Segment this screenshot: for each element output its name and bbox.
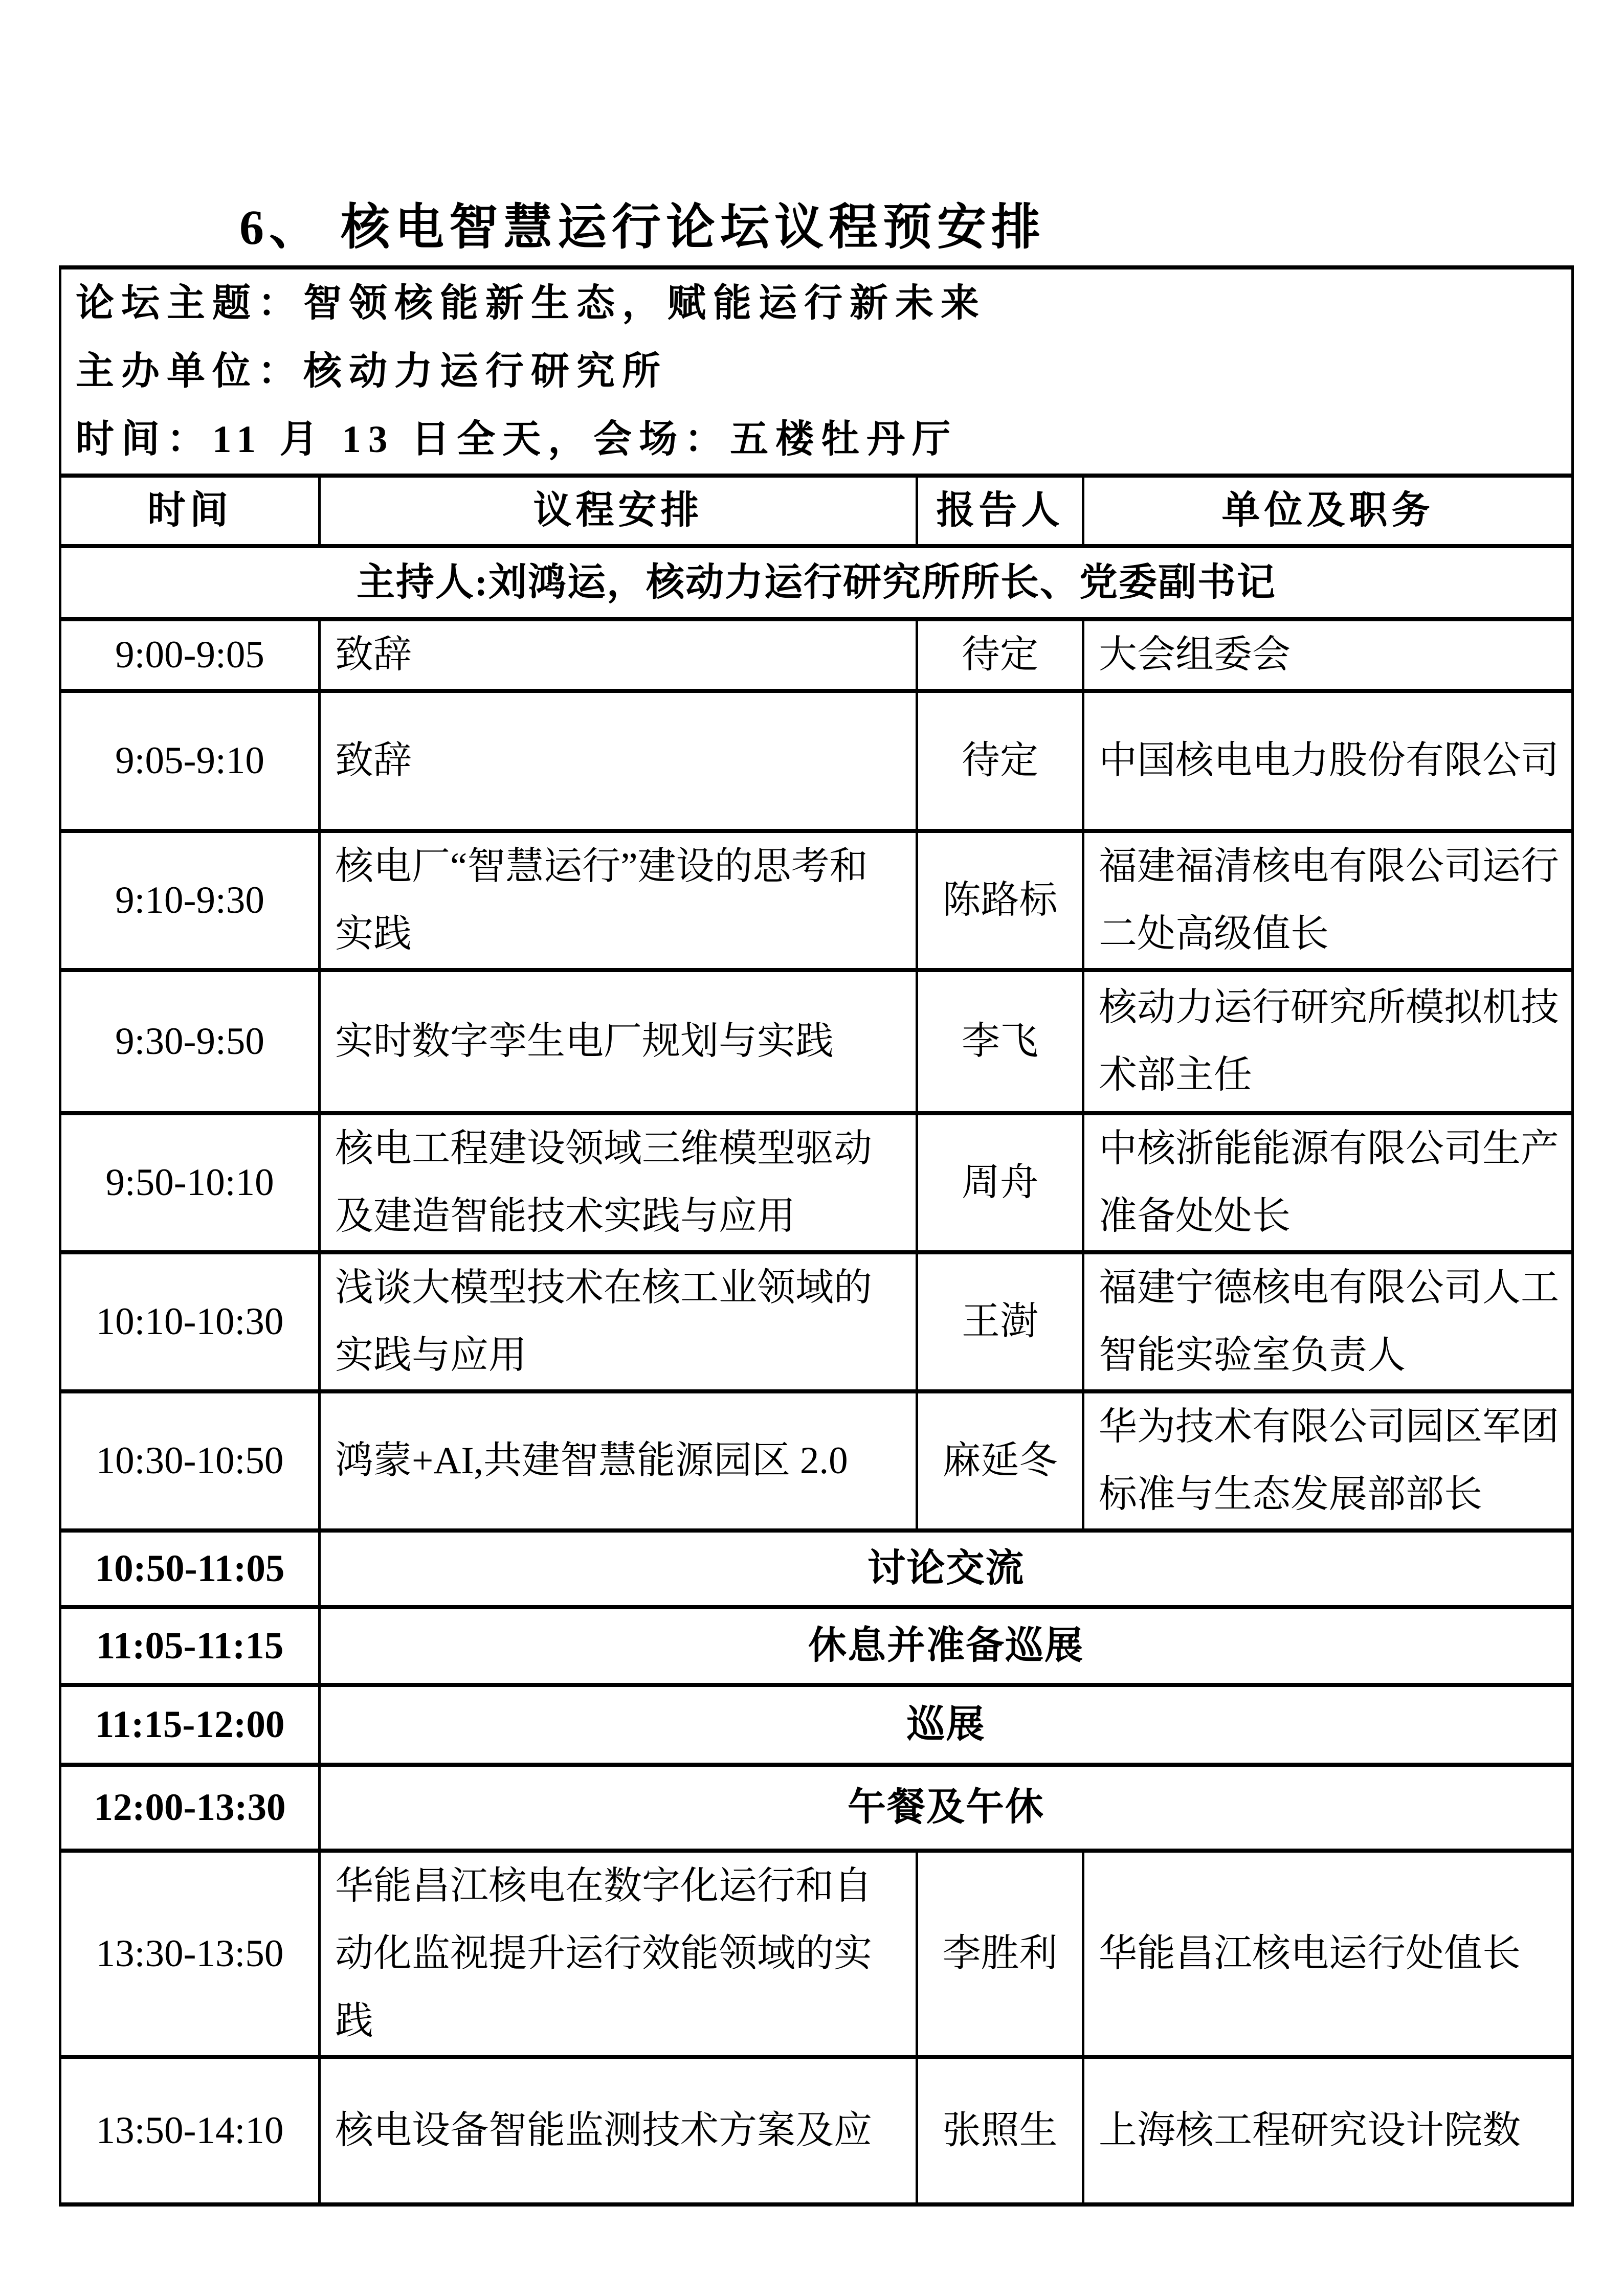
break-label-cell: 休息并准备巡展 bbox=[320, 1607, 1573, 1685]
header-org: 单位及职务 bbox=[1083, 476, 1573, 546]
time-cell: 10:30-10:50 bbox=[60, 1391, 320, 1530]
speaker-cell: 周舟 bbox=[917, 1113, 1083, 1252]
table-row bbox=[60, 1391, 1573, 1530]
agenda-cell bbox=[320, 691, 917, 831]
forum-info-cell bbox=[60, 267, 1573, 476]
break-row bbox=[60, 1765, 1573, 1851]
org-cell bbox=[1083, 619, 1573, 691]
org-cell bbox=[1083, 691, 1573, 831]
time-cell: 11:15-12:00 bbox=[60, 1685, 320, 1765]
forum-time-venue: 时间：11 月 13 日全天，会场：五楼牡丹厅 bbox=[76, 418, 958, 461]
table-row bbox=[60, 691, 1573, 831]
table-row bbox=[60, 1113, 1573, 1252]
section-title: 6、 核电智慧运行论坛议程预安排 bbox=[239, 200, 1045, 255]
speaker-cell: 李飞 bbox=[917, 970, 1083, 1113]
forum-organizer: 主办单位：核动力运行研究所 bbox=[76, 350, 668, 393]
table-row bbox=[60, 619, 1573, 691]
break-row bbox=[60, 1530, 1573, 1607]
agenda-cell bbox=[320, 1252, 917, 1391]
time-cell: 10:10-10:30 bbox=[60, 1252, 320, 1391]
agenda-cell bbox=[320, 1851, 917, 2057]
table-row bbox=[60, 1851, 1573, 2057]
time-cell: 9:30-9:50 bbox=[60, 970, 320, 1113]
host-row bbox=[60, 546, 1573, 619]
agenda-cell bbox=[320, 970, 917, 1113]
speaker-cell: 张照生 bbox=[917, 2057, 1083, 2204]
org-text: 福建福清核电有限公司运行二处高级值长 bbox=[1099, 845, 1560, 955]
agenda-text: 浅谈大模型技术在核工业领域的实践与应用 bbox=[335, 1267, 873, 1377]
time-cell: 9:10-9:30 bbox=[60, 831, 320, 970]
org-cell bbox=[1083, 2057, 1573, 2204]
speaker-cell: 陈路标 bbox=[917, 831, 1083, 970]
agenda-text: 核电工程建设领域三维模型驱动及建造智能技术实践与应用 bbox=[335, 1128, 873, 1237]
agenda-text: 实时数字孪生电厂规划与实践 bbox=[335, 1020, 834, 1063]
org-cell bbox=[1083, 1851, 1573, 2057]
speaker-cell: 待定 bbox=[917, 691, 1083, 831]
header-time: 时间 bbox=[60, 476, 320, 546]
org-text: 中核浙能能源有限公司生产准备处处长 bbox=[1099, 1128, 1560, 1237]
agenda-cell bbox=[320, 831, 917, 970]
agenda-cell bbox=[320, 1113, 917, 1252]
agenda-text: 华能昌江核电在数字化运行和自动化监视提升运行效能领域的实践 bbox=[335, 1865, 873, 2042]
time-cell: 13:30-13:50 bbox=[60, 1851, 320, 2057]
org-text: 核动力运行研究所模拟机技术部主任 bbox=[1099, 986, 1560, 1096]
forum-theme: 论坛主题：智领核能新生态，赋能运行新未来 bbox=[76, 282, 987, 325]
agenda-cell bbox=[320, 619, 917, 691]
break-label-cell: 讨论交流 bbox=[320, 1530, 1573, 1607]
table-header-row bbox=[60, 476, 1573, 546]
org-text: 华为技术有限公司园区军团标准与生态发展部部长 bbox=[1099, 1406, 1560, 1516]
agenda-text: 致辞 bbox=[335, 634, 412, 676]
time-cell: 9:50-10:10 bbox=[60, 1113, 320, 1252]
org-cell bbox=[1083, 831, 1573, 970]
time-cell: 9:05-9:10 bbox=[60, 691, 320, 831]
org-text: 华能昌江核电运行处值长 bbox=[1099, 1932, 1521, 1975]
agenda-text: 核电设备智能监测技术方案及应 bbox=[335, 2109, 873, 2152]
speaker-cell: 李胜利 bbox=[917, 1851, 1083, 2057]
header-speaker: 报告人 bbox=[917, 476, 1083, 546]
org-cell bbox=[1083, 1252, 1573, 1391]
table-row bbox=[60, 2057, 1573, 2204]
agenda-table bbox=[59, 265, 1574, 2207]
agenda-text: 鸿蒙+AI,共建智慧能源园区 2.0 bbox=[335, 1439, 848, 1482]
break-label-cell: 午餐及午休 bbox=[320, 1765, 1573, 1851]
org-cell bbox=[1083, 1391, 1573, 1530]
table-row bbox=[60, 831, 1573, 970]
org-cell bbox=[1083, 1113, 1573, 1252]
org-text: 中国核电电力股份有限公司 bbox=[1099, 739, 1560, 782]
time-cell: 10:50-11:05 bbox=[60, 1530, 320, 1607]
org-text: 大会组委会 bbox=[1099, 634, 1291, 676]
org-text: 福建宁德核电有限公司人工智能实验室负责人 bbox=[1099, 1267, 1560, 1377]
time-cell: 11:05-11:15 bbox=[60, 1607, 320, 1685]
host-cell: 主持人:刘鸿运，核动力运行研究所所长、党委副书记 bbox=[60, 546, 1573, 619]
time-cell: 13:50-14:10 bbox=[60, 2057, 320, 2204]
agenda-text: 核电厂“智慧运行”建设的思考和实践 bbox=[335, 845, 868, 955]
time-cell: 9:00-9:05 bbox=[60, 619, 320, 691]
agenda-cell bbox=[320, 1391, 917, 1530]
table-row bbox=[60, 1252, 1573, 1391]
speaker-cell: 待定 bbox=[917, 619, 1083, 691]
speaker-cell: 麻延冬 bbox=[917, 1391, 1083, 1530]
break-label-cell: 巡展 bbox=[320, 1685, 1573, 1765]
forum-info-row bbox=[60, 267, 1573, 476]
break-row bbox=[60, 1607, 1573, 1685]
agenda-text: 致辞 bbox=[335, 739, 412, 782]
org-text: 上海核工程研究设计院数 bbox=[1099, 2109, 1521, 2152]
table-row bbox=[60, 970, 1573, 1113]
header-agenda: 议程安排 bbox=[320, 476, 917, 546]
org-cell bbox=[1083, 970, 1573, 1113]
speaker-cell: 王澍 bbox=[917, 1252, 1083, 1391]
agenda-cell bbox=[320, 2057, 917, 2204]
time-cell: 12:00-13:30 bbox=[60, 1765, 320, 1851]
break-row bbox=[60, 1685, 1573, 1765]
